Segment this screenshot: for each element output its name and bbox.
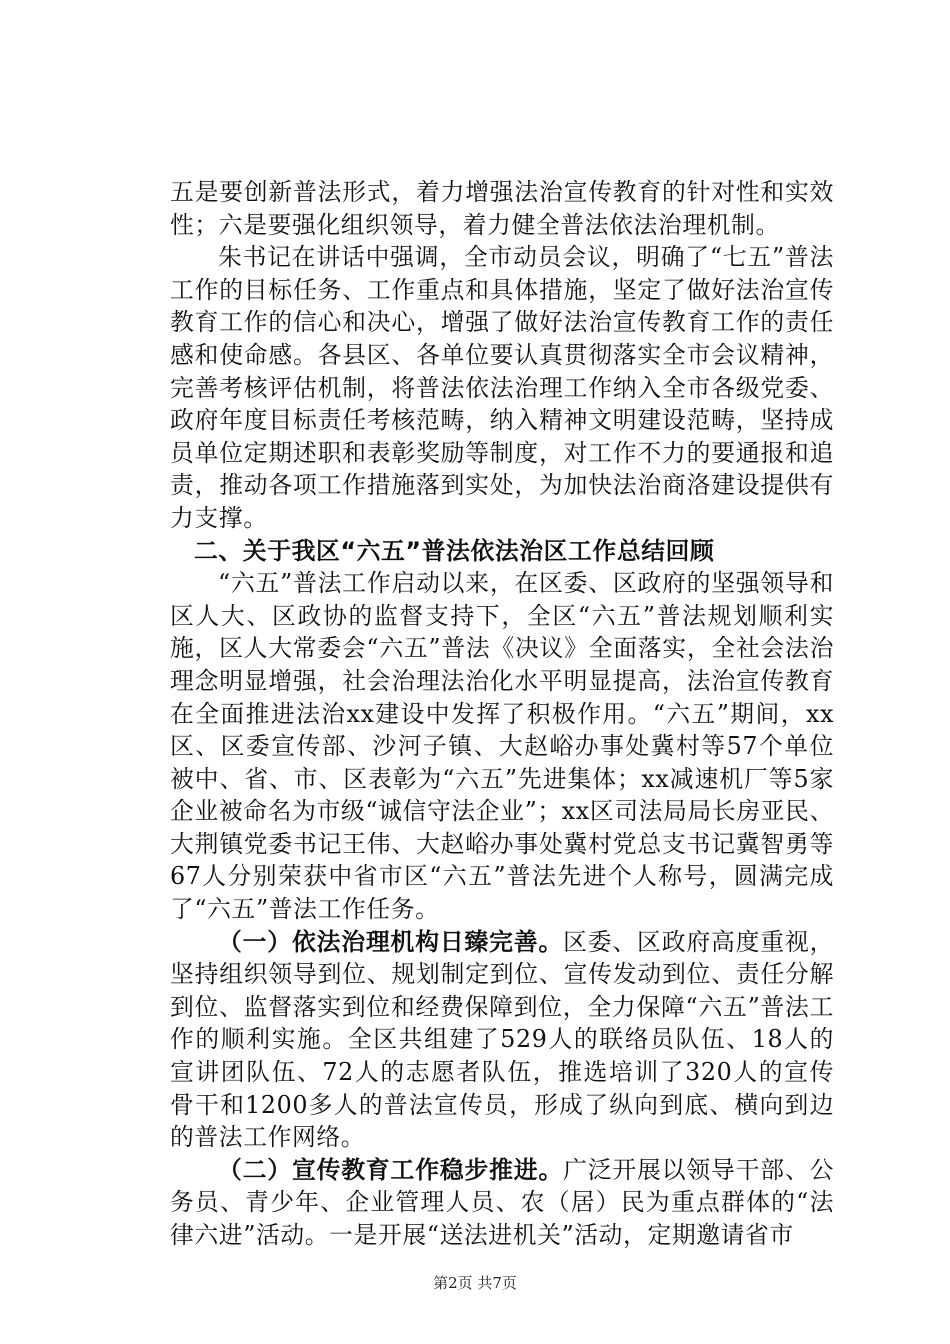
section-heading: 二、关于我区“六五”普法依法治区工作总结回顾: [194, 536, 715, 565]
paragraph-continuation: 五是要创新普法形式，着力增强法治宣传教育的针对性和实效性；六是要强化组织领导，着力健全普法依法治理机制。: [170, 178, 834, 239]
subsection-1-title: （一）依法治理机构日臻完善。: [218, 927, 564, 956]
paragraph-secretary-speech: 朱书记在讲话中强调，全市动员会议，明确了“七五”普法工作的目标任务、工作重点和具体措施，坚定了做好法治宣传教育工作的信心和决心，增强了做好法治宣传教育工作的责任感和使命感。各县区、各单位要认真贯彻落实全市会议精神，完善考核评估机制，将普法依法治理工作纳入全市各级党委、政府年度目标责任考核范畴，纳入精神文明建设范畴，坚持成员单位定期述职和表彰奖励等制度，对工作不力的要通报和追责，推动各项工作措施落到实处，为加快法治商洛建设提供有力支撑。: [170, 243, 834, 532]
subsection-1-text: 区委、区政府高度重视，坚持组织领导到位、规划制定到位、宣传发动到位、责任分解到位、监督落实到位和经费保障到位，全力保障“六五”普法工作的顺利实施。全区共组建了529人的联络员队伍、18人的宣讲团队伍、72人的志愿者队伍，推选培训了320人的宣传骨干和1200多人的普法宣传员，形成了纵向到底、横向到边的普法工作网络。: [170, 927, 834, 1152]
document-body: [170, 176, 834, 1252]
subsection-2-title: （二）宣传教育工作稳步推进。: [218, 1155, 564, 1184]
paragraph-subsection-1: [170, 926, 834, 1154]
paragraph-summary: “六五”普法工作启动以来，在区委、区政府的坚强领导和区人大、区政协的监督支持下，全区“六五”普法规划顺利实施，区人大常委会“六五”普法《决议》全面落实，全社会法治理念明显增强，社会治理法治化水平明显提高，法治宣传教育在全面推进法治xx建设中发挥了积极作用。“六五”期间，xx区、区委宣传部、沙河子镇、大赵峪办事处冀村等57个单位被中、省、市、区表彰为“六五”先进集体；xx减速机厂等5家企业被命名为市级“诚信守法企业”；xx区司法局局长房亚民、大荆镇党委书记王伟、大赵峪办事处冀村党总支书记冀智勇等67人分别荣获中省市区“六五”普法先进个人称号，圆满完成了“六五”普法工作任务。: [170, 569, 834, 924]
paragraph-subsection-2: [170, 1154, 834, 1252]
subsection-2-text: 广泛开展以领导干部、公务员、青少年、企业管理人员、农（居）民为重点群体的“法律六进”活动。一是开展“送法进机关”活动，定期邀请省市: [170, 1155, 834, 1249]
page-footer: 第2页 共7页: [433, 1274, 517, 1292]
